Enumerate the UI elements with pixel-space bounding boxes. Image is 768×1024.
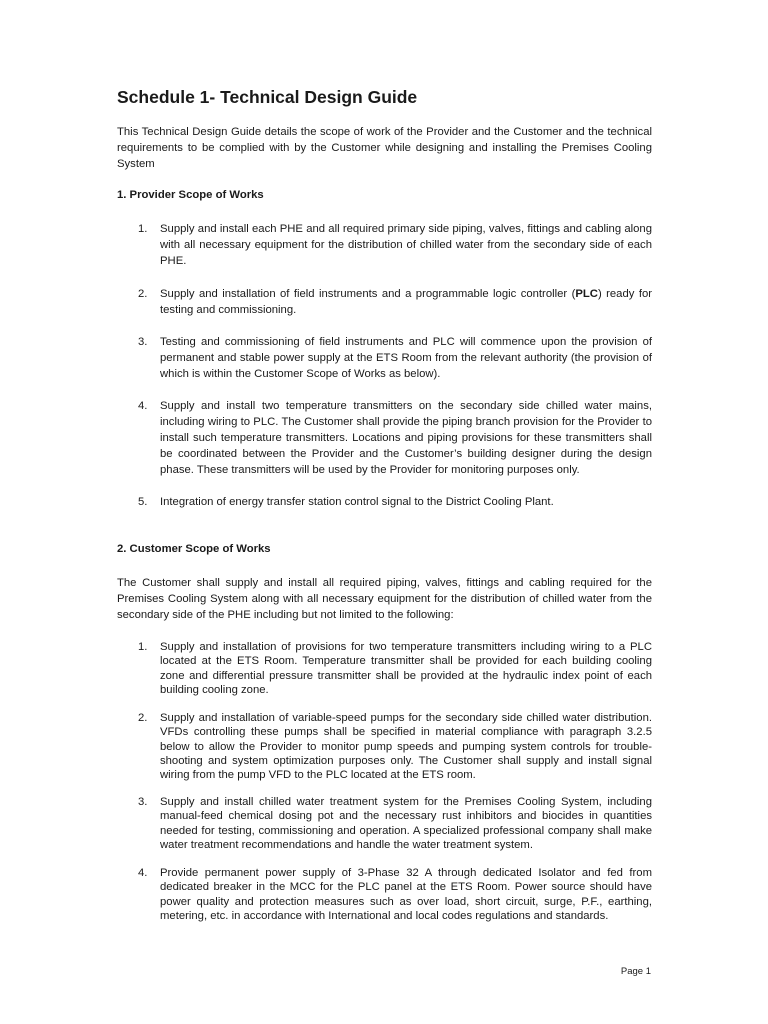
intro-paragraph: This Technical Design Guide details the scope of work of the Provider and the Customer and the technical requirements to be complied with by the Customer while designing and installing the Premises Cooling System: [117, 126, 652, 170]
list-item-text: Provide permanent power supply of 3-Phase 32 A through dedicated Isolator and fed from dedicated breaker in the MCC for the PLC panel at the ETS Room. Power source should have power quality and protection measures such as over load, short circuit, surge, P.F., earthing, metering, etc. in accordance with International and local codes regulations and standards.: [160, 867, 652, 922]
customer-item-3: [138, 795, 652, 852]
list-number: 4.: [138, 867, 148, 879]
list-number: 4.: [138, 400, 148, 412]
list-item-text: Supply and installation of provisions for two temperature transmitters including wiring to a PLC located at the ETS Room. Temperature transmitter shall be provided for each building cooling zone and differential pressure transmitter shall be provided at the hydraulic index point of each building cooling zone.: [160, 641, 652, 696]
plc-bold: PLC: [575, 288, 598, 300]
provider-item-1: [138, 221, 652, 269]
customer-item-2: [138, 711, 652, 782]
list-item-text: Testing and commissioning of field instruments and PLC will commence upon the provision of permanent and stable power supply at the ETS Room from the relevant authority (the provision of which is within the Customer Scope of Works as below).: [160, 336, 652, 380]
provider-item-3: [138, 334, 652, 382]
customer-item-1: [138, 640, 652, 697]
list-number: 3.: [138, 796, 148, 808]
provider-item-5: [138, 494, 652, 510]
section-2-heading: 2. Customer Scope of Works: [117, 543, 271, 555]
list-number: 2.: [138, 288, 148, 300]
page-number: Page 1: [620, 966, 651, 977]
list-item-text: Supply and install chilled water treatment system for the Premises Cooling System, including manual-feed chemical dosing pot and the necessary rust inhibitors and biocides in quantities needed for testing, commissioning and operation. A specialized professional company shall make water treatment recommendations and handle the water treatment system.: [160, 796, 652, 851]
list-number: 2.: [138, 712, 148, 724]
list-number: 1.: [138, 641, 148, 653]
list-number: 3.: [138, 336, 148, 348]
document-title: Schedule 1- Technical Design Guide: [117, 87, 418, 107]
customer-item-4: [138, 866, 652, 923]
list-item-text: Supply and install two temperature transmitters on the secondary side chilled water mains, including wiring to PLC. The Customer shall provide the piping branch provision for the Provider to install such temperature transmitters. Locations and piping provisions for these transmitters shall be coordinated between the Provider and the Customer’s building designer during the design phase. These transmitters will be used by the Provider for monitoring purposes only.: [160, 400, 652, 476]
list-item-text: Integration of energy transfer station control signal to the District Cooling Plant.: [160, 496, 554, 508]
customer-intro-paragraph: The Customer shall supply and install all required piping, valves, fittings and cabling required for the Premises Cooling System along with all necessary equipment for the distribution of chilled water from the secondary side of the PHE including but not limited to the following:: [117, 577, 652, 621]
list-item-text: Supply and installation of variable-speed pumps for the secondary side chilled water distribution. VFDs controlling these pumps shall be specified in material compliance with paragraph 3.2.5 below to allow the Provider to monitor pump speeds and pumping system controls for trouble-shooting and system optimization purposes only. The Customer shall supply and install signal wiring from the pump VFD to the PLC located at the ETS room.: [160, 712, 652, 782]
section-1-heading: 1. Provider Scope of Works: [117, 189, 264, 201]
provider-item-2: [138, 286, 652, 318]
list-item-text: Supply and installation of field instruments and a programmable logic controller (PLC) ready for testing and commissioning.: [160, 288, 652, 316]
list-number: 1.: [138, 223, 148, 235]
provider-item-4: [138, 398, 652, 478]
list-item-text: Supply and install each PHE and all required primary side piping, valves, fittings and cabling along with all necessary equipment for the distribution of chilled water from the secondary side of each PHE.: [160, 223, 652, 267]
list-number: 5.: [138, 496, 148, 508]
